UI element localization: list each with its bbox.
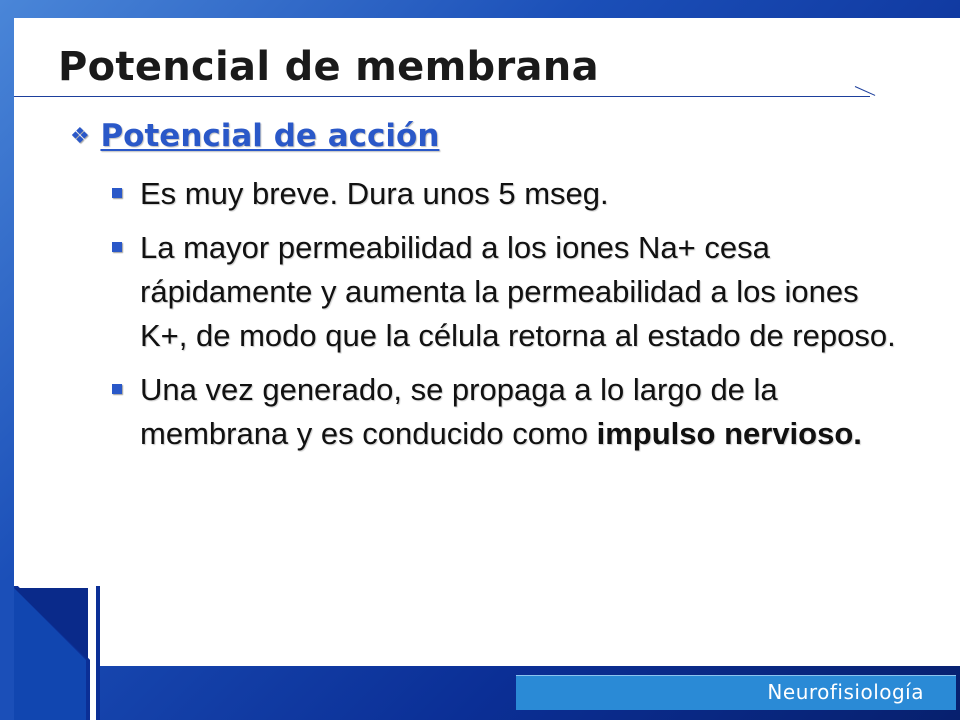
bullet-bold-text: impulso nervioso.	[596, 416, 862, 451]
slide-title: Potencial de membrana	[58, 44, 599, 90]
bullet-text: La mayor permeabilidad a los iones Na+ cesa rápidamente y aumenta la permeabilidad a los iones K+, de modo que la célula retorna al estado de reposo.	[140, 230, 896, 353]
bullet-list	[110, 172, 910, 466]
bullet-item	[110, 172, 910, 216]
square-bullet-icon	[112, 242, 122, 252]
square-bullet-icon	[112, 188, 122, 198]
bullet-item	[110, 226, 910, 358]
corner-decoration	[0, 580, 100, 720]
footer-label: Neurofisiología	[767, 680, 924, 704]
diamond-icon: ❖	[70, 123, 90, 148]
square-bullet-icon	[112, 384, 122, 394]
footer-bar	[516, 675, 956, 710]
bullet-text: Una vez generado, se propaga a lo largo de la membrana y es conducido como	[140, 372, 778, 451]
section-heading	[70, 118, 439, 154]
bullet-text: Es muy breve. Dura unos 5 mseg.	[140, 176, 609, 211]
bullet-item	[110, 368, 910, 456]
title-underline	[14, 96, 870, 97]
section-heading-text[interactable]: Potencial de acción	[100, 118, 440, 154]
